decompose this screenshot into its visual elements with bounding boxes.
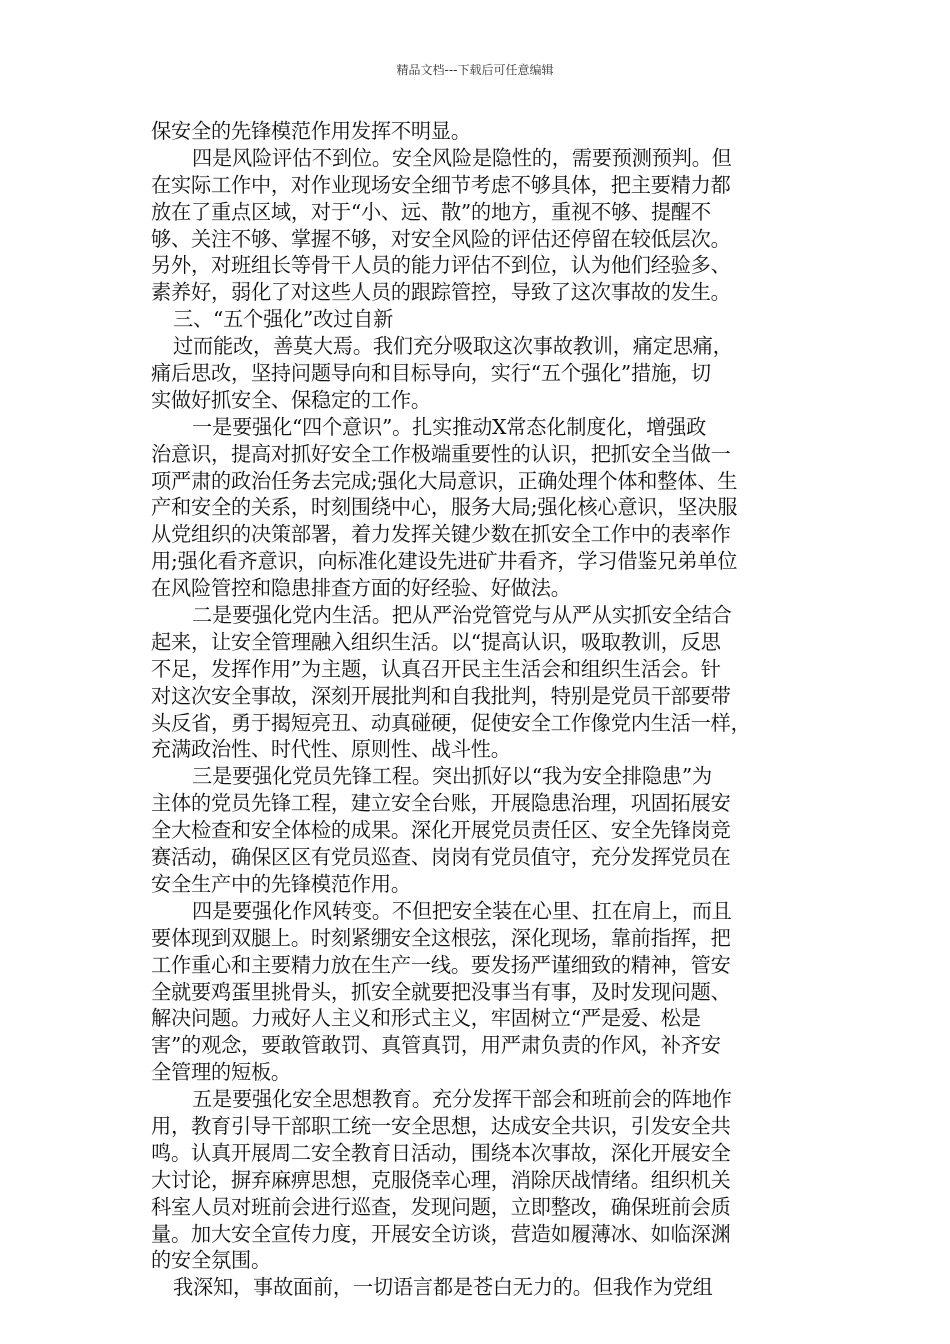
text-line: 实做好抓安全、保稳定的工作。 [151,387,431,412]
text-line: 五是要强化安全思想教育。充分发挥干部会和班前会的阵地作 [192,1087,732,1112]
text-line: 安全生产中的先锋模范作用。 [151,871,411,896]
text-line: 保安全的先锋模范作用发挥不明显。 [151,119,471,143]
text-line: 对这次安全事故，深刻开展批判和自我批判，特别是党员干部要带 [151,683,731,708]
text-line: 另外，对班组长等骨干人员的能力评估不到位，认为他们经验多、 [151,253,731,278]
text-line: 全就要鸡蛋里挑骨头，抓安全就要把没事当有事，及时发现问题、 [151,979,731,1004]
document-body [151,118,803,1301]
text-line: 头反省，勇于揭短亮丑、动真碰硬，促使安全工作像党内生活一样， [151,710,751,735]
text-line: 在风险管控和隐患排查方面的好经验、好做法。 [151,576,571,601]
text-line: 主体的党员先锋工程，建立安全台账，开展隐患治理，巩固拓展安 [151,791,731,816]
text-line: 痛后思改，坚持问题导向和目标导向，实行“五个强化”措施，切 [151,361,711,386]
text-line: 要体现到双腿上。时刻紧绷安全这根弦，深化现场，靠前指挥，把 [151,925,731,950]
text-line: 四是要强化作风转变。不但把安全装在心里、扛在肩上，而且 [192,898,732,923]
text-line: 科室人员对班前会进行巡查，发现问题，立即整改，确保班前会质 [151,1194,731,1219]
text-line: 项严肃的政治任务去完成;强化大局意识，正确处理个体和整体、生 [151,468,738,493]
text-line: 四是风险评估不到位。安全风险是隐性的，需要预测预判。但 [192,145,732,170]
text-line: 一是要强化“四个意识”。扎实推动X常态化制度化，增强政 [192,414,707,439]
text-line: 全大检查和安全体检的成果。深化开展党员责任区、安全先锋岗竞 [151,818,731,843]
text-line: 从党组织的决策部署，着力发挥关键少数在抓安全工作中的表率作 [151,522,731,547]
text-line: 大讨论，摒弃麻痹思想，克服侥幸心理，消除厌战情绪。组织机关 [151,1167,731,1192]
text-line: 工作重心和主要精力放在生产一线。要发扬严谨细致的精神，管安 [151,952,731,977]
text-line: 三是要强化党员先锋工程。突出抓好以“我为安全排隐患”为 [192,764,712,789]
text-line: 解决问题。力戒好人主义和形式主义，牢固树立“严是爱、松是 [151,1006,701,1031]
text-line: 量。加大安全宣传力度，开展安全访谈，营造如履薄冰、如临深渊 [151,1221,731,1246]
page-header: 精品文档---下载后可任意编辑 [396,63,554,77]
text-line: 够、关注不够、掌握不够，对安全风险的评估还停留在较低层次。 [151,226,731,251]
text-line: 害”的观念，要敢管敢罚、真管真罚，用严肃负责的作风，补齐安 [151,1033,721,1058]
text-line: 治意识，提高对抓好安全工作极端重要性的认识，把抓安全当做一 [151,441,731,466]
text-line: 赛活动，确保区区有党员巡查、岗岗有党员值守，充分发挥党员在 [151,845,731,870]
text-line: 起来，让安全管理融入组织生活。以“提高认识，吸取教训，反思 [151,629,721,654]
text-line: 二是要强化党内生活。把从严治党管党与从严从实抓安全结合 [192,603,732,628]
text-line: 不足，发挥作用”为主题，认真召开民主生活会和组织生活会。针 [151,656,721,681]
text-line: 用，教育引导干部职工统一安全思想，达成安全共识，引发安全共 [151,1113,731,1138]
text-line: 三、“五个强化”改过自新 [173,307,394,332]
text-line: 在实际工作中，对作业现场安全细节考虑不够具体，把主要精力都 [151,172,731,197]
text-line: 我深知，事故面前，一切语言都是苍白无力的。但我作为党组 [173,1275,713,1300]
text-line: 产和安全的关系，时刻围绕中心，服务大局;强化核心意识，坚决服 [151,495,738,520]
text-line: 素养好，弱化了对这些人员的跟踪管控，导致了这次事故的发生。 [151,280,731,305]
text-line: 的安全氛围。 [151,1248,271,1273]
text-line: 放在了重点区域，对于“小、远、散”的地方，重视不够、提醒不 [151,199,711,224]
text-line: 鸣。认真开展周二安全教育日活动，围绕本次事故，深化开展安全 [151,1140,731,1165]
text-line: 全管理的短板。 [151,1060,291,1085]
text-line: 用;强化看齐意识，向标准化建设先进矿井看齐，学习借鉴兄弟单位 [151,549,738,574]
text-line: 过而能改，善莫大焉。我们充分吸取这次事故教训，痛定思痛， [173,334,733,359]
text-line: 充满政治性、时代性、原则性、战斗性。 [151,737,511,762]
